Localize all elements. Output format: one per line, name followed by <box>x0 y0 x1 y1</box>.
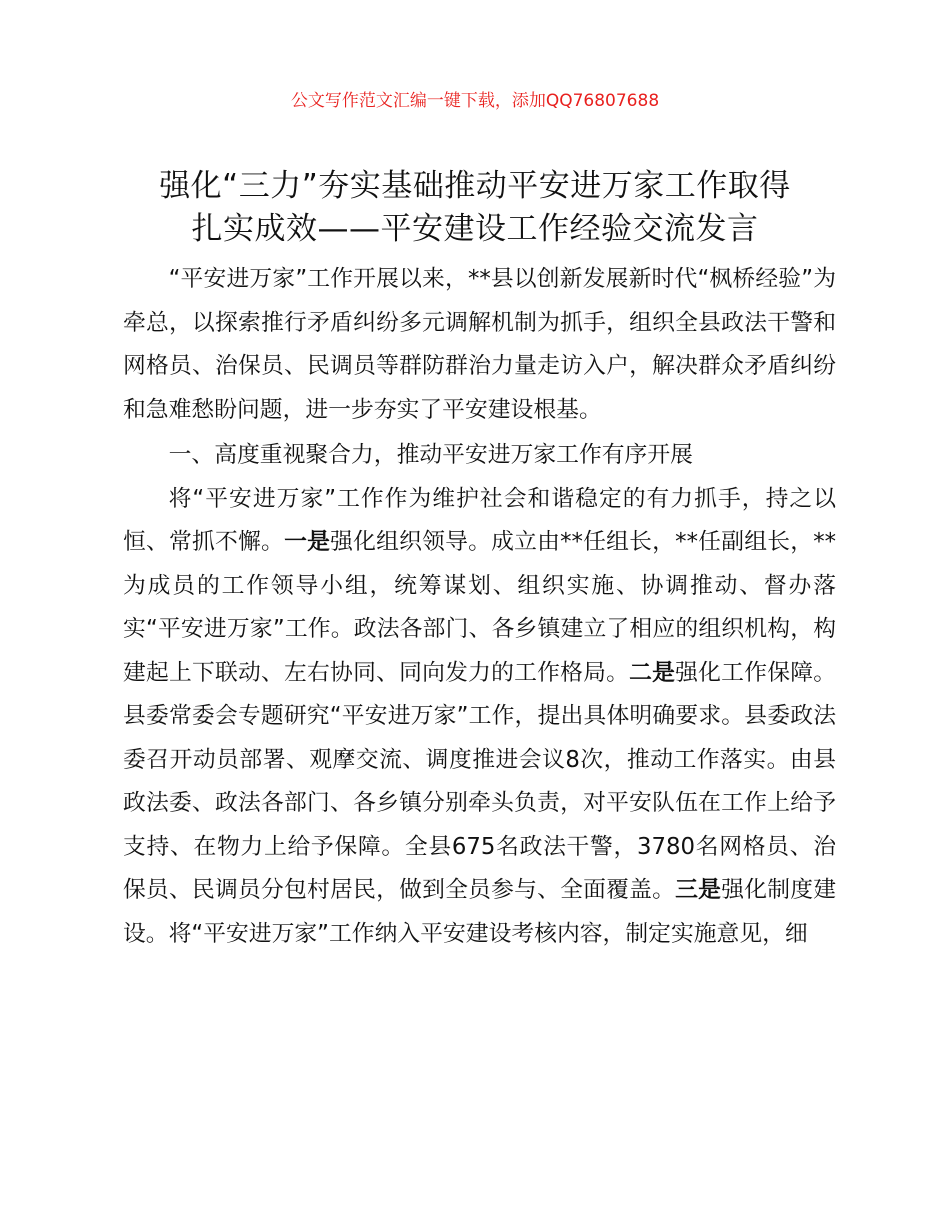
point-3-text: 强化制度建设。将“平安进万家”工作纳入平安建设考核内容，制定实施意见，细 <box>123 877 837 947</box>
document-body <box>123 258 836 956</box>
point-1-text: 强化组织领导。成立由**任组长，**任副组长，**为成员的工作领导小组，统筹谋划、组织实施、协调推动、督办落实“平安进万家”工作。政法各部门、各乡镇建立了相应的组织机构，构建起上下联动、左右协同、同向发力的工作格局。 <box>123 529 837 686</box>
point-3-label: 三是 <box>675 877 722 903</box>
title-line-2: 扎实成效——平安建设工作经验交流发言 <box>191 211 759 247</box>
section-heading: 一、高度重视聚合力，推动平安进万家工作有序开展 <box>168 442 693 468</box>
document-title <box>100 165 850 251</box>
download-banner: 公文写作范文汇编一键下载，添加QQ76807688 <box>290 91 660 111</box>
section-paragraph <box>123 478 836 957</box>
point-1-label: 一是 <box>284 529 331 555</box>
section-intro: 将“平安进万家”工作作为维护社会和谐稳定的有力抓手，持之以恒、常抓不懈。 <box>123 485 836 555</box>
title-line-1: 强化“三力”夯实基础推动平安进万家工作取得 <box>159 168 791 204</box>
point-2-text: 强化工作保障。县委常委会专题研究“平安进万家”工作，提出具体明确要求。县委政法委召开动员部署、观摩交流、调度推进会议8次，推动工作落实。由县政法委、政法各部门、各乡镇分别牵头负责，对平安队伍在工作上给予支持、在物力上给予保障。全县675名政法干警，3780名网格员、治保员、民调员分包村居民，做到全员参与、全面覆盖。 <box>123 659 837 903</box>
intro-paragraph: “平安进万家”工作开展以来，**县以创新发展新时代“枫桥经验”为牵总，以探索推行矛盾纠纷多元调解机制为抓手，组织全县政法干警和网格员、治保员、民调员等群防群治力量走访入户，解决群众矛盾纠纷和急难愁盼问题，进一步夯实了平安建设根基。 <box>123 266 836 423</box>
point-2-label: 二是 <box>629 659 676 686</box>
